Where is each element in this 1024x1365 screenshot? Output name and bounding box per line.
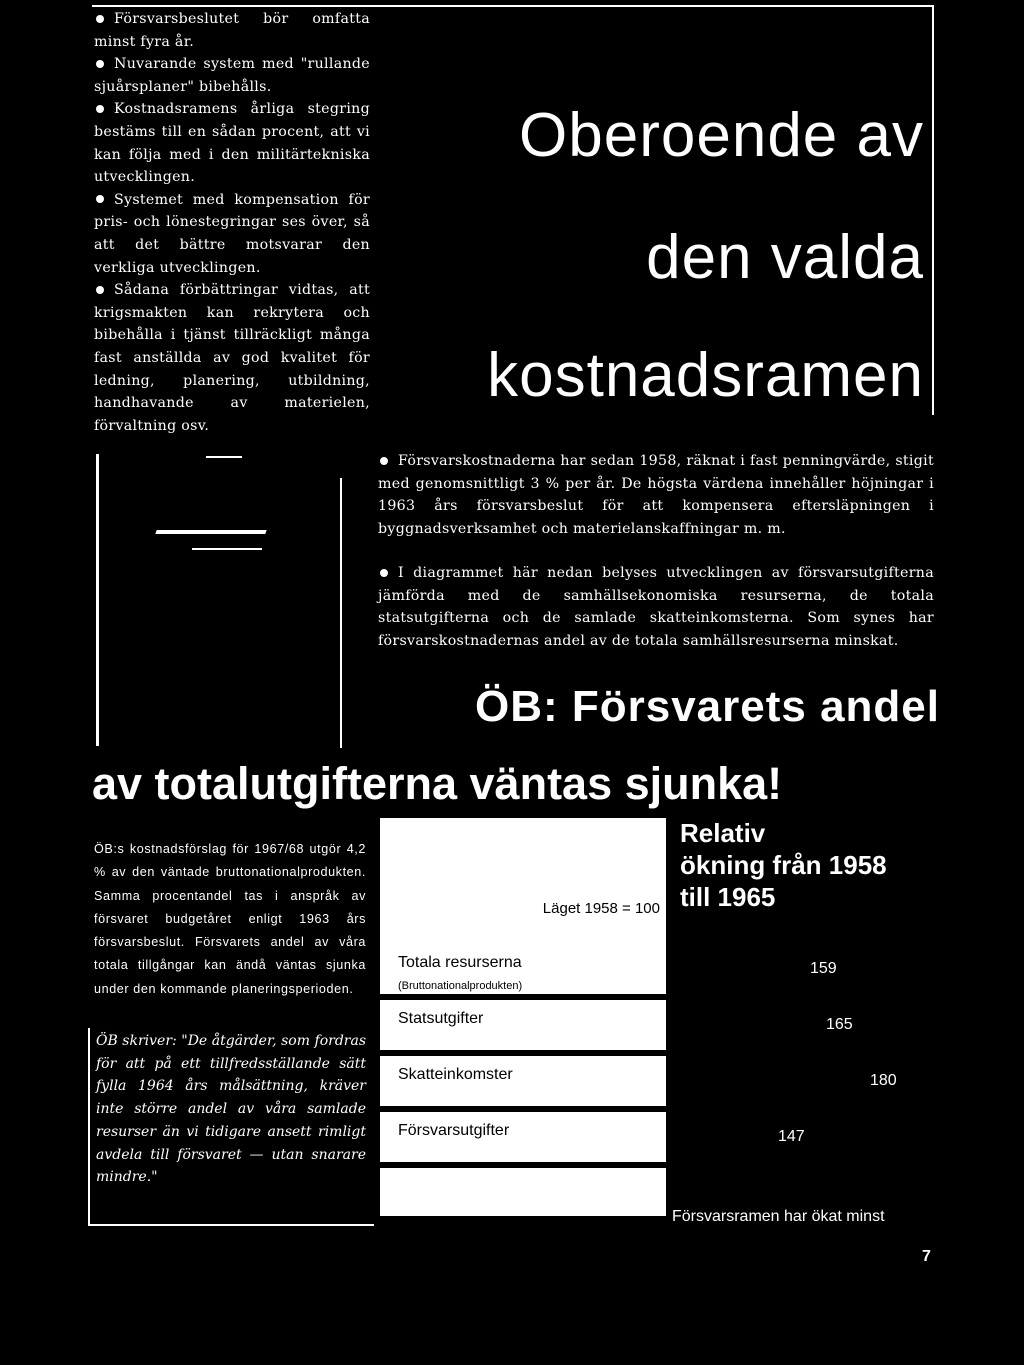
- bullet-item: Försvarsbeslutet bör omfatta minst fyra år.: [94, 11, 370, 50]
- chart-category-label: Totala resurserna: [398, 954, 522, 971]
- bullet-icon: [380, 457, 388, 465]
- bullet-icon: [96, 15, 104, 23]
- headline-line-3: kostnadsramen: [487, 341, 924, 410]
- quote-underline: [88, 1224, 374, 1226]
- title-line-2: av totalutgifterna väntas sjunka!: [92, 758, 783, 809]
- chart-bar: [380, 1106, 666, 1112]
- chart-title-3: till 1965: [680, 882, 776, 912]
- top-rule: [92, 5, 934, 7]
- chart-footer: Försvarsramen har ökat minst: [672, 1208, 885, 1225]
- photo-border-left: [96, 454, 99, 746]
- page-number: 7: [922, 1248, 931, 1265]
- bullet-list: [94, 8, 370, 437]
- chart-bar: [380, 1050, 666, 1056]
- chart-bar: [380, 994, 666, 1000]
- bullet-icon: [380, 569, 388, 577]
- photo-detail: [155, 530, 266, 534]
- bullet-icon: [96, 195, 104, 203]
- bullet-item: Nuvarande system med "rullande sjuårsplaner" bibehålls.: [94, 56, 370, 95]
- baseline-label: Läget 1958 = 100: [542, 900, 660, 917]
- intro-text-2: [378, 562, 934, 652]
- chart-value-label: 147: [778, 1128, 805, 1145]
- bullet-item: Systemet med kompensation för pris- och lönestegringar ses över, så att det bättre motsvarar den verkliga utvecklingen.: [94, 191, 370, 276]
- chart-bar: [380, 1162, 666, 1168]
- intro-paragraph: Försvarskostnaderna har sedan 1958, räknat i fast penningvärde, stigit med genomsnittligt 3 % per år. De högsta värdena innehåller höjningar i 1963 års försvarsbeslut för att kompensera eftersläpningen i byggnadsverksamhet och materielanskaffningar m. m.: [378, 453, 934, 537]
- bullet-icon: [96, 286, 104, 294]
- intro-text: [378, 450, 934, 540]
- chart-sublabel: (Bruttonationalprodukten): [398, 980, 523, 992]
- headline-line-2: den valda: [646, 223, 924, 292]
- bullet-item: Kostnadsramens årliga stegring bestäms till en sådan procent, att vi kan följa med i den militärtekniska utvecklingen.: [94, 101, 370, 186]
- quote: ÖB skriver: "De åtgärder, som fordras för att på ett tillfredsställande sätt fylla 1964 års målsättning, kräver inte större andel av våra samlade resurser än vi tidigare ansett rimligt avdela till försvaret — utan snarare mindre.": [96, 1033, 366, 1186]
- ob-note: ÖB:s kostnadsförslag för 1967/68 utgör 4,2 % av den väntade bruttonationalprodukten. Samma procentandel tas i anspråk av försvaret budgetåret enligt 1963 års försvarsbeslut. Försvarets andel av våra totala tillgångar kan ändå väntas sjunka under den kommande planeringsperioden.: [94, 842, 366, 996]
- title-line-1: ÖB: Försvarets andel: [474, 682, 940, 731]
- photo-detail: [192, 548, 262, 550]
- chart-title-1: Relativ: [680, 818, 766, 848]
- photo-detail: [206, 456, 242, 458]
- quote-border: [88, 1028, 90, 1224]
- chart-category-label: Försvarsutgifter: [398, 1122, 510, 1139]
- bullet-icon: [96, 60, 104, 68]
- headline-line-1: Oberoende av: [519, 101, 924, 170]
- right-border: [932, 5, 934, 415]
- chart-category-label: Statsutgifter: [398, 1010, 484, 1027]
- chart-value-label: 165: [826, 1016, 853, 1033]
- chart-category-label: Skatteinkomster: [398, 1066, 513, 1083]
- chart-title-2: ökning från 1958: [680, 850, 887, 880]
- chart-value-label: 159: [810, 960, 837, 977]
- photo: [96, 448, 346, 748]
- intro-paragraph: I diagrammet här nedan belyses utvecklingen av försvarsutgifterna jämförda med de samhällsekonomiska resurserna, de totala statsutgifterna och de samlade skatteinkomsterna. Som synes har försvarskostnadernas andel av de totala samhällsresurserna minskat.: [378, 565, 934, 649]
- bullet-item: Sådana förbättringar vidtas, att krigsmakten kan rekrytera och bibehålla i tjänst tillräckligt många fast anställda av god kvalitet för ledning, planering, utbildning, handhavande av materielen, förvaltning osv.: [94, 282, 370, 434]
- photo-border-right: [340, 478, 342, 748]
- chart-value-label: 180: [870, 1072, 897, 1089]
- chart: [380, 818, 666, 1216]
- bullet-icon: [96, 105, 104, 113]
